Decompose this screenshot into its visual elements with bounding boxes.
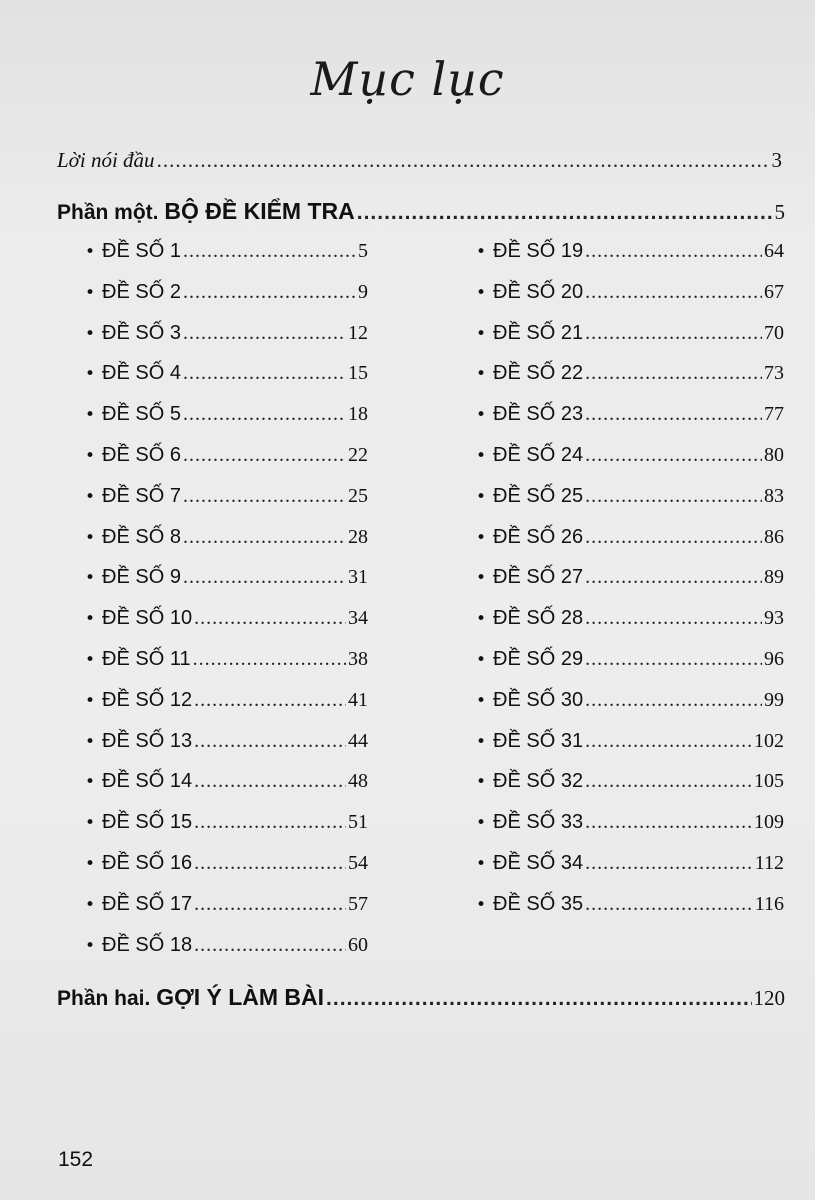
- dot-leader: [585, 281, 762, 304]
- toc-entry[interactable]: [85, 893, 368, 916]
- toc-entry[interactable]: [85, 811, 368, 834]
- bullet-icon: •: [476, 568, 487, 589]
- toc-entry[interactable]: [476, 811, 784, 834]
- dot-leader: [183, 240, 356, 263]
- bullet-icon: •: [85, 854, 96, 874]
- intro-label: Lời nói đầu: [57, 148, 155, 172]
- entry-label: ĐỀ SỐ 27: [493, 566, 584, 589]
- toc-entry[interactable]: [85, 322, 368, 345]
- toc-entry[interactable]: [476, 852, 784, 875]
- entry-page: 77: [764, 403, 784, 426]
- bullet-icon: •: [476, 323, 487, 344]
- toc-entry[interactable]: [476, 444, 784, 467]
- dot-leader: [157, 148, 770, 173]
- toc-entry[interactable]: [476, 281, 784, 304]
- entry-page: 25: [348, 484, 368, 507]
- bullet-icon: •: [85, 731, 96, 752]
- entry-page: 51: [348, 811, 368, 834]
- entry-page: 67: [764, 280, 784, 303]
- entry-label: ĐỀ SỐ 19: [493, 240, 584, 262]
- bullet-icon: •: [85, 650, 96, 670]
- part-two-title: GỢI Ý LÀM BÀI: [156, 984, 325, 1010]
- toc-entry[interactable]: [85, 770, 368, 793]
- entry-page: 86: [764, 525, 784, 548]
- dot-leader: [183, 403, 346, 426]
- bullet-icon: •: [476, 242, 487, 262]
- dot-leader: [585, 526, 762, 549]
- entry-page: 31: [348, 566, 368, 589]
- entry-page: 83: [764, 484, 784, 507]
- bullet-icon: •: [476, 690, 487, 711]
- bullet-icon: •: [85, 364, 96, 385]
- dot-leader: [194, 607, 346, 630]
- entry-page: 15: [348, 362, 368, 385]
- entry-label: ĐỀ SỐ 28: [493, 607, 584, 630]
- part-one-page: 5: [774, 200, 785, 224]
- dot-leader: [183, 485, 346, 508]
- entry-page: 64: [764, 240, 784, 262]
- entry-label: ĐỀ SỐ 12: [102, 688, 193, 711]
- part-one-prefix: Phần một.: [57, 201, 159, 224]
- entry-label: ĐỀ SỐ 14: [102, 770, 193, 793]
- dot-leader: [183, 444, 346, 467]
- entry-label: ĐỀ SỐ 8: [102, 525, 181, 548]
- dot-leader: [183, 322, 346, 345]
- dot-leader: [183, 566, 346, 589]
- entry-page: 73: [764, 362, 784, 385]
- entry-label: ĐỀ SỐ 20: [493, 280, 584, 303]
- entry-page: 28: [348, 525, 368, 548]
- entry-page: 109: [754, 811, 784, 834]
- bullet-icon: •: [85, 527, 96, 548]
- entry-label: ĐỀ SỐ 10: [102, 607, 193, 630]
- bullet-icon: •: [85, 609, 96, 630]
- bullet-icon: •: [476, 364, 487, 385]
- entry-page: 96: [764, 648, 784, 670]
- toc-entry[interactable]: [85, 526, 368, 549]
- entry-page: 93: [764, 607, 784, 630]
- dot-leader: [585, 566, 762, 589]
- entry-page: 5: [358, 240, 368, 262]
- dot-leader: [326, 987, 751, 1011]
- toc-entry[interactable]: [476, 689, 784, 712]
- dot-leader: [585, 811, 752, 834]
- entry-label: ĐỀ SỐ 30: [493, 688, 584, 711]
- entry-page: 99: [764, 688, 784, 711]
- entry-label: ĐỀ SỐ 13: [102, 729, 193, 752]
- entry-page: 44: [348, 729, 368, 752]
- entry-label: ĐỀ SỐ 9: [102, 566, 181, 589]
- dot-leader: [194, 689, 346, 712]
- entry-page: 18: [348, 403, 368, 426]
- entry-label: ĐỀ SỐ 6: [102, 444, 181, 466]
- bullet-icon: •: [476, 446, 487, 466]
- entry-label: ĐỀ SỐ 34: [493, 852, 584, 874]
- toc-entry[interactable]: [85, 403, 368, 426]
- entry-label: ĐỀ SỐ 16: [102, 852, 193, 874]
- entry-page: 9: [358, 280, 368, 303]
- entry-label: ĐỀ SỐ 24: [493, 444, 584, 466]
- dot-leader: [183, 362, 346, 385]
- entry-page: 60: [348, 933, 368, 956]
- entry-page: 34: [348, 607, 368, 630]
- entry-page: 38: [348, 648, 368, 670]
- bullet-icon: •: [85, 935, 96, 956]
- entry-page: 116: [754, 892, 784, 915]
- entry-page: 70: [764, 321, 784, 344]
- bullet-icon: •: [85, 446, 96, 466]
- toc-entry[interactable]: [85, 485, 368, 508]
- toc-entry[interactable]: [476, 770, 784, 793]
- page-number: 152: [58, 1148, 94, 1171]
- toc-entry[interactable]: [85, 281, 368, 304]
- dot-leader: [194, 770, 346, 793]
- toc-intro-row[interactable]: [57, 148, 782, 173]
- dot-leader: [183, 281, 356, 304]
- bullet-icon: •: [476, 854, 487, 874]
- part-two-page: 120: [753, 986, 785, 1010]
- bullet-icon: •: [85, 323, 96, 344]
- toc-entry[interactable]: [85, 689, 368, 712]
- entry-page: 102: [754, 729, 784, 752]
- bullet-icon: •: [85, 242, 96, 262]
- toc-entry[interactable]: [476, 648, 784, 671]
- dot-leader: [194, 730, 346, 753]
- dot-leader: [585, 770, 752, 793]
- bullet-icon: •: [85, 405, 96, 426]
- bullet-icon: •: [476, 282, 487, 303]
- part-one-row[interactable]: [57, 198, 785, 225]
- dot-leader: [585, 893, 753, 916]
- entry-label: ĐỀ SỐ 15: [102, 811, 193, 834]
- dot-leader: [585, 485, 762, 508]
- entry-label: ĐỀ SỐ 21: [493, 321, 584, 344]
- dot-leader: [585, 444, 762, 467]
- bullet-icon: •: [85, 772, 96, 793]
- entry-label: ĐỀ SỐ 11: [102, 648, 191, 670]
- toc-entry[interactable]: [85, 934, 368, 957]
- part-one-title: BỘ ĐỀ KIỂM TRA: [164, 198, 355, 224]
- entry-label: ĐỀ SỐ 25: [493, 484, 584, 507]
- dot-leader: [585, 730, 752, 753]
- entry-label: ĐỀ SỐ 31: [493, 729, 584, 752]
- toc-entry[interactable]: [476, 240, 784, 263]
- toc-entry[interactable]: [476, 322, 784, 345]
- entry-label: ĐỀ SỐ 7: [102, 484, 181, 507]
- part-two-row[interactable]: [57, 984, 785, 1011]
- entry-page: 12: [348, 321, 368, 344]
- dot-leader: [183, 526, 346, 549]
- dot-leader: [585, 852, 753, 875]
- toc-entry[interactable]: [476, 607, 784, 630]
- bullet-icon: •: [476, 731, 487, 752]
- toc-entry[interactable]: [476, 893, 784, 916]
- entry-label: ĐỀ SỐ 3: [102, 321, 181, 344]
- dot-leader: [194, 811, 346, 834]
- bullet-icon: •: [476, 894, 487, 915]
- toc-entry[interactable]: [85, 444, 368, 467]
- toc-entry[interactable]: [476, 403, 784, 426]
- bullet-icon: •: [476, 609, 487, 630]
- entry-label: ĐỀ SỐ 5: [102, 403, 181, 426]
- entry-page: 48: [348, 770, 368, 793]
- bullet-icon: •: [85, 894, 96, 915]
- toc-entry[interactable]: [476, 362, 784, 385]
- dot-leader: [193, 648, 346, 671]
- toc-entry[interactable]: [476, 730, 784, 753]
- entry-page: 41: [348, 688, 368, 711]
- toc-entry[interactable]: [85, 852, 368, 875]
- entry-page: 80: [764, 444, 784, 466]
- dot-leader: [585, 607, 762, 630]
- bullet-icon: •: [476, 772, 487, 793]
- dot-leader: [585, 648, 762, 671]
- entry-label: ĐỀ SỐ 32: [493, 770, 584, 793]
- toc-entry[interactable]: [85, 362, 368, 385]
- entry-label: ĐỀ SỐ 29: [493, 648, 584, 670]
- dot-leader: [194, 893, 346, 916]
- dot-leader: [194, 934, 346, 957]
- toc-entry[interactable]: [85, 607, 368, 630]
- entry-label: ĐỀ SỐ 23: [493, 403, 584, 426]
- dot-leader: [585, 322, 762, 345]
- entry-label: ĐỀ SỐ 1: [102, 240, 181, 262]
- intro-page: 3: [771, 148, 782, 172]
- entry-page: 112: [754, 852, 784, 874]
- bullet-icon: •: [85, 568, 96, 589]
- bullet-icon: •: [85, 690, 96, 711]
- toc-entry[interactable]: [476, 485, 784, 508]
- bullet-icon: •: [476, 527, 487, 548]
- toc-entry[interactable]: [85, 566, 368, 589]
- entry-label: ĐỀ SỐ 4: [102, 362, 181, 385]
- bullet-icon: •: [476, 650, 487, 670]
- entry-label: ĐỀ SỐ 33: [493, 811, 584, 834]
- entry-label: ĐỀ SỐ 22: [493, 362, 584, 385]
- entry-page: 105: [754, 770, 784, 793]
- entry-label: ĐỀ SỐ 35: [493, 892, 584, 915]
- part-two-prefix: Phần hai.: [57, 987, 151, 1010]
- dot-leader: [357, 201, 773, 225]
- entry-label: ĐỀ SỐ 18: [102, 933, 193, 956]
- entry-page: 57: [348, 892, 368, 915]
- bullet-icon: •: [85, 813, 96, 834]
- dot-leader: [585, 362, 762, 385]
- dot-leader: [585, 240, 762, 263]
- bullet-icon: •: [476, 813, 487, 834]
- bullet-icon: •: [476, 405, 487, 426]
- entry-page: 22: [348, 444, 368, 466]
- dot-leader: [585, 689, 762, 712]
- bullet-icon: •: [476, 486, 487, 507]
- toc-title: Mục lục: [310, 52, 505, 106]
- toc-entry[interactable]: [476, 566, 784, 589]
- toc-entry[interactable]: [85, 648, 368, 671]
- entry-label: ĐỀ SỐ 17: [102, 892, 193, 915]
- toc-entry[interactable]: [85, 240, 368, 263]
- bullet-icon: •: [85, 282, 96, 303]
- entry-page: 54: [348, 852, 368, 874]
- entry-page: 89: [764, 566, 784, 589]
- entry-label: ĐỀ SỐ 26: [493, 525, 584, 548]
- dot-leader: [194, 852, 346, 875]
- entry-label: ĐỀ SỐ 2: [102, 280, 181, 303]
- bullet-icon: •: [85, 486, 96, 507]
- dot-leader: [585, 403, 762, 426]
- toc-entry[interactable]: [476, 526, 784, 549]
- toc-entry[interactable]: [85, 730, 368, 753]
